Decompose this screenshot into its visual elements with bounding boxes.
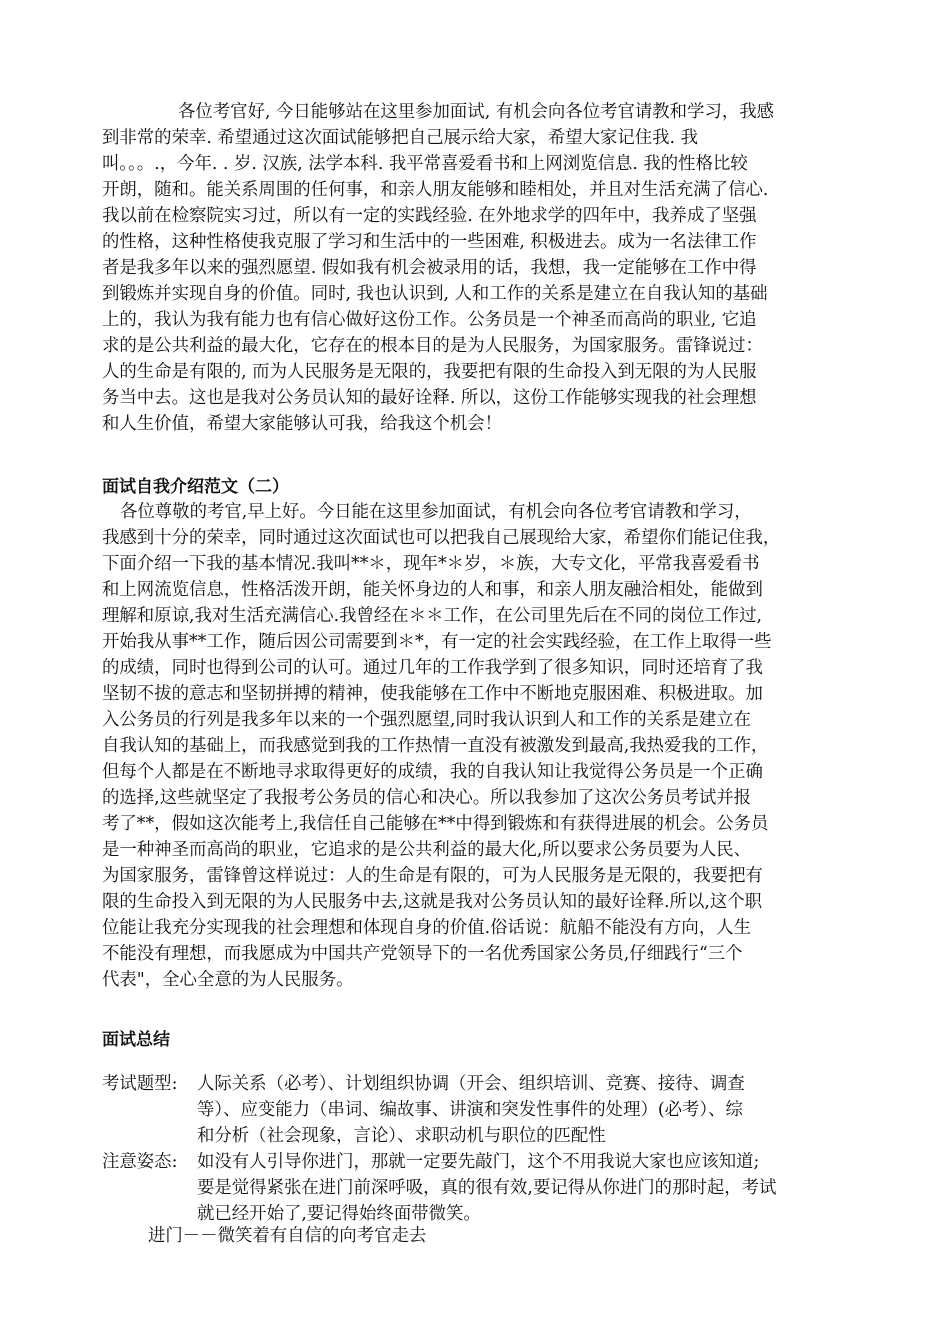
text-line: 和上网流览信息，性格活泼开朗，能关怀身边的人和事，和亲人朋友融洽相处，能做到 (102, 580, 763, 600)
text-line: 但每个人都是在不断地寻求取得更好的成绩，我的自我认知让我觉得公务员是一个正确 (102, 762, 763, 782)
text-line: 是一种神圣而高尚的职业，它追求的是公共利益的最大化,所以要求公务员要为人民、 (102, 840, 751, 860)
text-line: 我感到十分的荣幸，同时通过这次面试也可以把我自己展现给大家，希望你们能记住我， (102, 528, 781, 548)
text-line: 自我认知的基础上，而我感觉到我的工作热情一直没有被激发到最高,我热爱我的工作， (102, 736, 769, 756)
text-line: 务当中去。这也是我对公务员认知的最好诠释. 所以，这份工作能够实现我的社会理想 (102, 388, 757, 408)
text-line: 者是我多年以来的强烈愿望. 假如我有机会被录用的话，我想，我一定能够在工作中得 (102, 258, 757, 278)
text-line: 代表"，全心全意的为人民服务。 (102, 970, 354, 990)
final-line: 进门－－微笑着有自信的向考官走去 (148, 1226, 427, 1246)
text-line: 为国家服务，雷锋曾这样说过：人的生命是有限的，可为人民服务是无限的，我要把有 (102, 866, 763, 886)
text-line: 不能没有理想，而我愿成为中国共产党领导下的一名优秀国家公务员,仔细践行“三个 (102, 944, 743, 964)
text-line: 到锻炼并实现自身的价值。同时, 我也认识到, 人和工作的关系是建立在自我认知的基础 (102, 284, 768, 304)
posture-label: 注意姿态: (102, 1152, 178, 1172)
text-line: 和人生价值，希望大家能够认可我，给我这个机会！ (102, 414, 502, 434)
text-line: 求的是公共利益的最大化，它存在的根本目的是为人民服务，为国家服务。雷锋说过： (102, 336, 763, 356)
text-line: 理解和原谅,我对生活充满信心.我曾经在＊＊工作，在公司里先后在不同的岗位工作过, (102, 606, 763, 626)
text-line: 各位尊敬的考官,早上好。今日能在这里参加面试，有机会向各位考官请教和学习， (120, 502, 752, 522)
text-line: 的成绩，同时也得到公司的认可。通过几年的工作我学到了很多知识，同时还培育了我 (102, 658, 763, 678)
exam-types-label: 考试题型: (102, 1074, 178, 1094)
text-line: 人的生命是有限的, 而为人民服务是无限的，我要把有限的生命投入到无限的为人民服 (102, 362, 757, 382)
text-line: 上的，我认为我有能力也有信心做好这份工作。公务员是一个神圣而高尚的职业, 它追 (102, 310, 757, 330)
text-line: 要是觉得紧张在进门前深呼吸，真的很有效,要记得从你进门的那时起，考试 (197, 1178, 777, 1198)
text-line: 的选择,这些就坚定了我报考公务员的信心和决心。所以我参加了这次公务员考试并报 (102, 788, 751, 808)
text-line: 我以前在检察院实习过，所以有一定的实践经验. 在外地求学的四年中，我养成了坚强 (102, 206, 757, 226)
text-line: 如没有人引导你进门，那就一定要先敲门，这个不用我说大家也应该知道; (197, 1152, 760, 1172)
text-line: 开始我从事**工作，随后因公司需要到＊*，有一定的社会实践经验，在工作上取得一些 (102, 632, 772, 652)
text-line: 坚韧不拔的意志和坚韧拼搏的精神，使我能够在工作中不断地克服困难、积极进取。加 (102, 684, 763, 704)
text-line: 到非常的荣幸. 希望通过这次面试能够把自己展示给大家，希望大家记住我. 我 (102, 128, 699, 148)
text-line: 等）、应变能力（串词、编故事、讲演和突发性事件的处理）(必考）、综 (197, 1100, 743, 1120)
text-line: 下面介绍一下我的基本情况.我叫**＊，现年*＊岁，＊族，大专文化，平常我喜爱看书 (102, 554, 760, 574)
text-line: 和分析（社会现象，言论）、求职动机与职位的匹配性 (197, 1126, 606, 1146)
text-line: 开朗，随和。能关系周围的任何事，和亲人朋友能够和睦相处，并且对生活充满了信心. (102, 180, 769, 200)
section-2-title: 面试自我介绍范文（二） (102, 477, 289, 497)
text-line: 位能让我充分实现我的社会理想和体现自身的价值.俗话说：航船不能没有方向，人生 (102, 918, 751, 938)
text-line: 限的生命投入到无限的为人民服务中去,这就是我对公务员认知的最好诠释.所以,这个职 (102, 892, 763, 912)
section-3-title: 面试总结 (102, 1030, 170, 1050)
text-line: 就已经开始了,要记得始终面带微笑。 (197, 1204, 481, 1224)
text-line: 的性格，这种性格使我克服了学习和生活中的一些困难, 积极进去。成为一名法律工作 (102, 232, 757, 252)
text-line: 各位考官好, 今日能够站在这里参加面试, 有机会向各位考官请教和学习，我感 (178, 102, 775, 122)
text-line: 考了**，假如这次能考上,我信任自己能够在**中得到锻炼和有获得进展的机会。公务员 (102, 814, 769, 834)
text-line: 人际关系（必考）、计划组织协调（开会、组织培训、竞赛、接待、调查 (197, 1074, 745, 1094)
text-line: 叫。。。.，今年. . 岁. 汉族, 法学本科. 我平常喜爱看书和上网浏览信息. 我的性格比较 (102, 154, 748, 174)
text-line: 入公务员的行列是我多年以来的一个强烈愿望,同时我认识到人和工作的关系是建立在 (102, 710, 751, 730)
